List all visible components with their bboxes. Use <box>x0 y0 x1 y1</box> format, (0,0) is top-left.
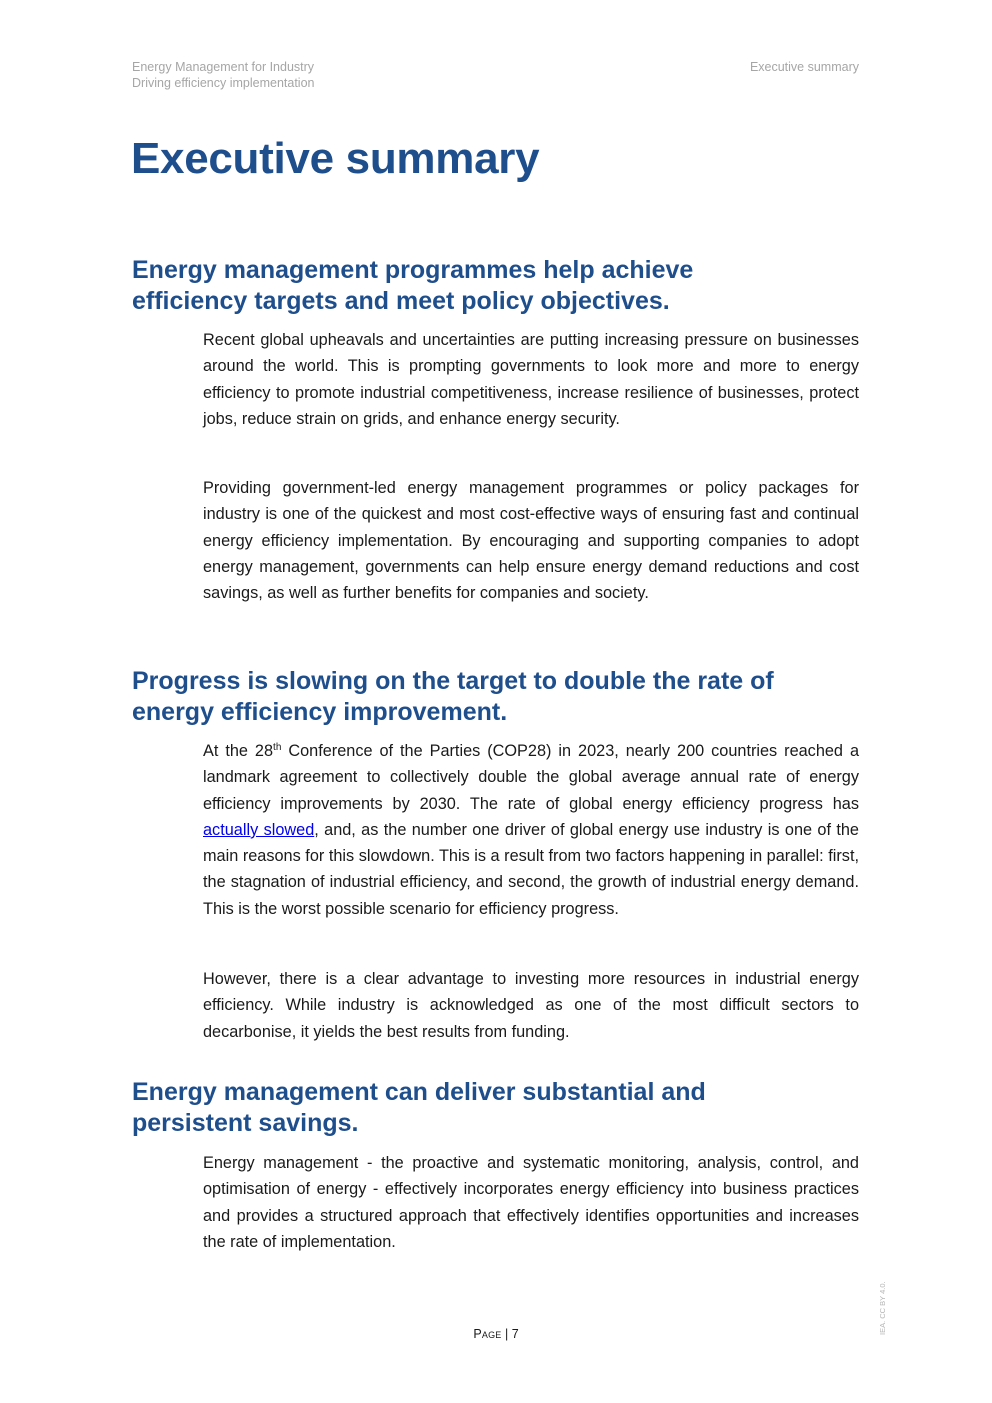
heading-line: energy efficiency improvement. <box>132 698 508 726</box>
section-heading-progress-slowing <box>132 666 852 728</box>
paragraph: However, there is a clear advantage to investing more resources in industrial energy efficiency. While industry is acknowledged as one of the most difficult sectors to decarbonise, it yields the best results from funding. <box>203 970 859 1041</box>
page-label: Page <box>473 1327 502 1341</box>
heading-line: Energy management programmes help achieve <box>132 256 694 284</box>
paragraph: At the 28th Conference of the Parties (COP28) in 2023, nearly 200 countries reached a landmark agreement to collectively double the global average annual rate of energy efficiency improvements by 2030. The rate of global energy efficiency progress has actually slowed, and, as the number one driver of global energy use industry is one of the main reasons for this slowdown. This is a result from two factors happening in parallel: first, the stagnation of industrial efficiency, and second, the growth of industrial energy demand. This is the worst possible scenario for efficiency progress. <box>203 742 859 918</box>
section-heading-energy-management-savings <box>132 1077 852 1139</box>
page-title: Executive summary <box>131 134 540 183</box>
actually-slowed-link[interactable]: actually slowed <box>203 820 315 839</box>
paragraph: Recent global upheavals and uncertainties are putting increasing pressure on businesses around the world. This is prompting governments to look more and more to energy efficiency to promote industrial competitiveness, increase resilience of businesses, protect jobs, reduce strain on grids, and enhance energy security. <box>203 331 859 428</box>
report-subtitle: Driving efficiency implementation <box>132 76 315 90</box>
heading-line: Progress is slowing on the target to double the rate of <box>132 667 774 695</box>
page-number: 7 <box>511 1327 519 1341</box>
section-heading-energy-management-programmes <box>132 255 852 317</box>
heading-line: Energy management can deliver substantial and <box>132 1078 706 1106</box>
ordinal-superscript: th <box>273 742 282 753</box>
license-notice: IEA. CC BY 4.0. <box>878 1281 887 1335</box>
paragraph: Providing government-led energy management programmes or policy packages for industry is one of the quickest and most cost-effective ways of ensuring fast and continual energy efficiency implementation. By encouraging and supporting companies to adopt energy management, governments can help ensure energy demand reductions and cost savings, as well as further benefits for companies and society. <box>203 479 859 603</box>
paragraph: Energy management - the proactive and systematic monitoring, analysis, control, and optimisation of energy - effectively incorporates energy efficiency into business practices and provides a structured approach that effectively identifies opportunities and increases the rate of implementation. <box>203 1154 859 1251</box>
heading-line: efficiency targets and meet policy objectives. <box>132 287 670 315</box>
running-header-section: Executive summary <box>749 60 859 74</box>
heading-line: persistent savings. <box>132 1109 359 1137</box>
page-footer <box>0 1327 992 1341</box>
running-header-left <box>132 59 315 91</box>
page-separator: | <box>501 1327 512 1341</box>
report-title: Energy Management for Industry <box>132 60 315 74</box>
